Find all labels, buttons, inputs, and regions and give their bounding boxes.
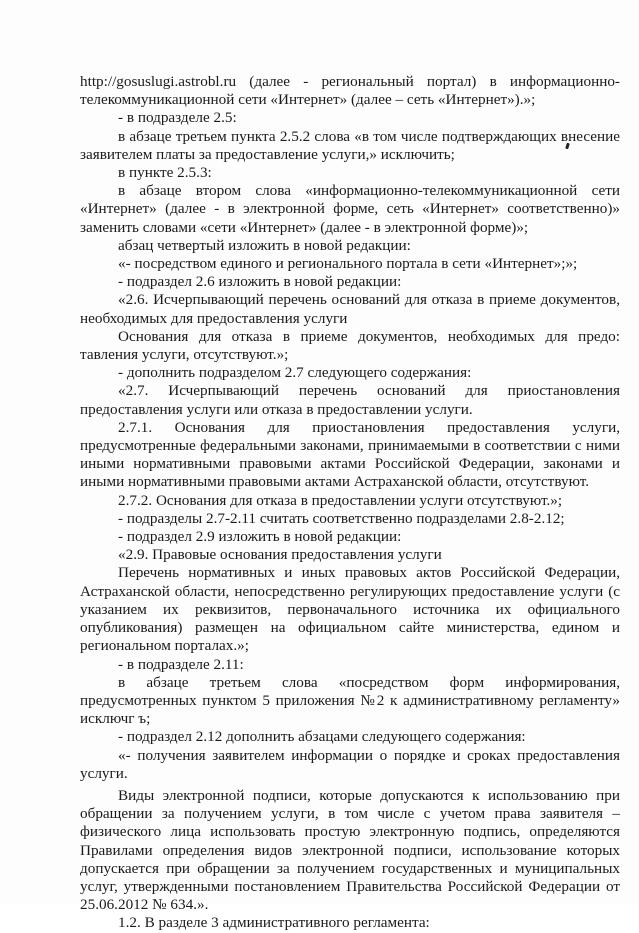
paragraph-16: - подраздел 2.9 изложить в новой редакции: xyxy=(118,528,402,546)
paragraph-5: в абзаце втором слова «информационно-телекоммуникационной сети «Интернет» (далее - в электронной форме, сеть «Интернет» соответственно)» заменить словами «сети «Интернет» (далее - в электронной форме)»; xyxy=(80,182,620,236)
paragraph-22: «- получения заявителем информации о порядке и сроках предоставления услуги. xyxy=(80,746,620,782)
paragraph-23: Виды электронной подписи, которые допускаются к использованию при обращении за получением услуги, в том числе с учетом права заявителя – физического лица использовать простую электронную подпись, определяются Правилами определения видов электронной подписи, использование которых допускается при обращении за получением государственных и муниципальных услуг, утвержденными постановлением Правительства Российской Федерации от 25.06.2012 № 634.». xyxy=(80,786,620,914)
paragraph-15: - подразделы 2.7-2.11 считать соответственно подразделами 2.8-2.12; xyxy=(118,509,565,527)
paragraph-10: Основания для отказа в приеме документов, необходимых для предо: тавления услуги, отсутствуют.»; xyxy=(80,327,620,364)
paragraph-3: в абзаце третьем пункта 2.5.2 слова «в том числе подтверждающих внесение заявителем платы за предоставление услуги,» исключить; xyxy=(80,127,620,163)
paragraph-7: «- посредством единого и регионального портала в сети «Интернет»;»; xyxy=(118,255,578,273)
paragraph-4: в пункте 2.5.3: xyxy=(118,164,212,182)
document-body xyxy=(80,73,620,933)
paragraph-6: абзац четвертый изложить в новой редакции: xyxy=(118,236,411,254)
paragraph-1: http://gosuslugi.astrobl.ru (далее - региональный портал) в информационно-телекоммуникационной сети «Интернет» (далее – сеть «Интернет»).»; xyxy=(80,73,620,109)
paragraph-19: - в подразделе 2.11: xyxy=(118,655,244,673)
paragraph-12: «2.7. Исчерпывающий перечень оснований для приостановления предоставления услуги или отказа в предоставлении услуги. xyxy=(80,382,620,418)
paragraph-17: «2.9. Правовые основания предоставления услуги xyxy=(118,546,442,564)
paragraph-11: - дополнить подразделом 2.7 следующего содержания: xyxy=(118,364,472,382)
paragraph-8: - подраздел 2.6 изложить в новой редакции: xyxy=(118,273,402,291)
paragraph-24: 1.2. В разделе 3 административного регламента: xyxy=(118,914,430,932)
paragraph-20: в абзаце третьем слова «посредством форм информирования, предусмотренных пунктом 5 приложения №2 к административному регламенту» исключг ъ; xyxy=(80,673,620,728)
paragraph-9: «2.6. Исчерпывающий перечень оснований для отказа в приеме документов, необходимых для предоставления услуги xyxy=(80,291,620,327)
paragraph-2: - в подразделе 2.5: xyxy=(118,109,237,127)
paragraph-13: 2.7.1. Основания для приостановления предоставления услуги, предусмотренные федеральными законами, принимаемыми в соответствии с ними иными нормативными правовыми актами Российской Федерации, законами и иными нормативными правовыми актами Астраханской области, отсутствуют. xyxy=(80,418,620,491)
paragraph-14: 2.7.2. Основания для отказа в предоставлении услуги отсутствуют.»; xyxy=(118,491,563,509)
paragraph-21: - подраздел 2.12 дополнить абзацами следующего содержания: xyxy=(118,728,526,746)
paragraph-18: Перечень нормативных и иных правовых актов Российской Федерации, Астраханской области, непосредственно регулирующих предоставление услуги (с указанием их реквизитов, первоначального источника их официального опубликования) размещен на официальном сайте министерства, едином и региональном порталах.»; xyxy=(80,564,620,655)
